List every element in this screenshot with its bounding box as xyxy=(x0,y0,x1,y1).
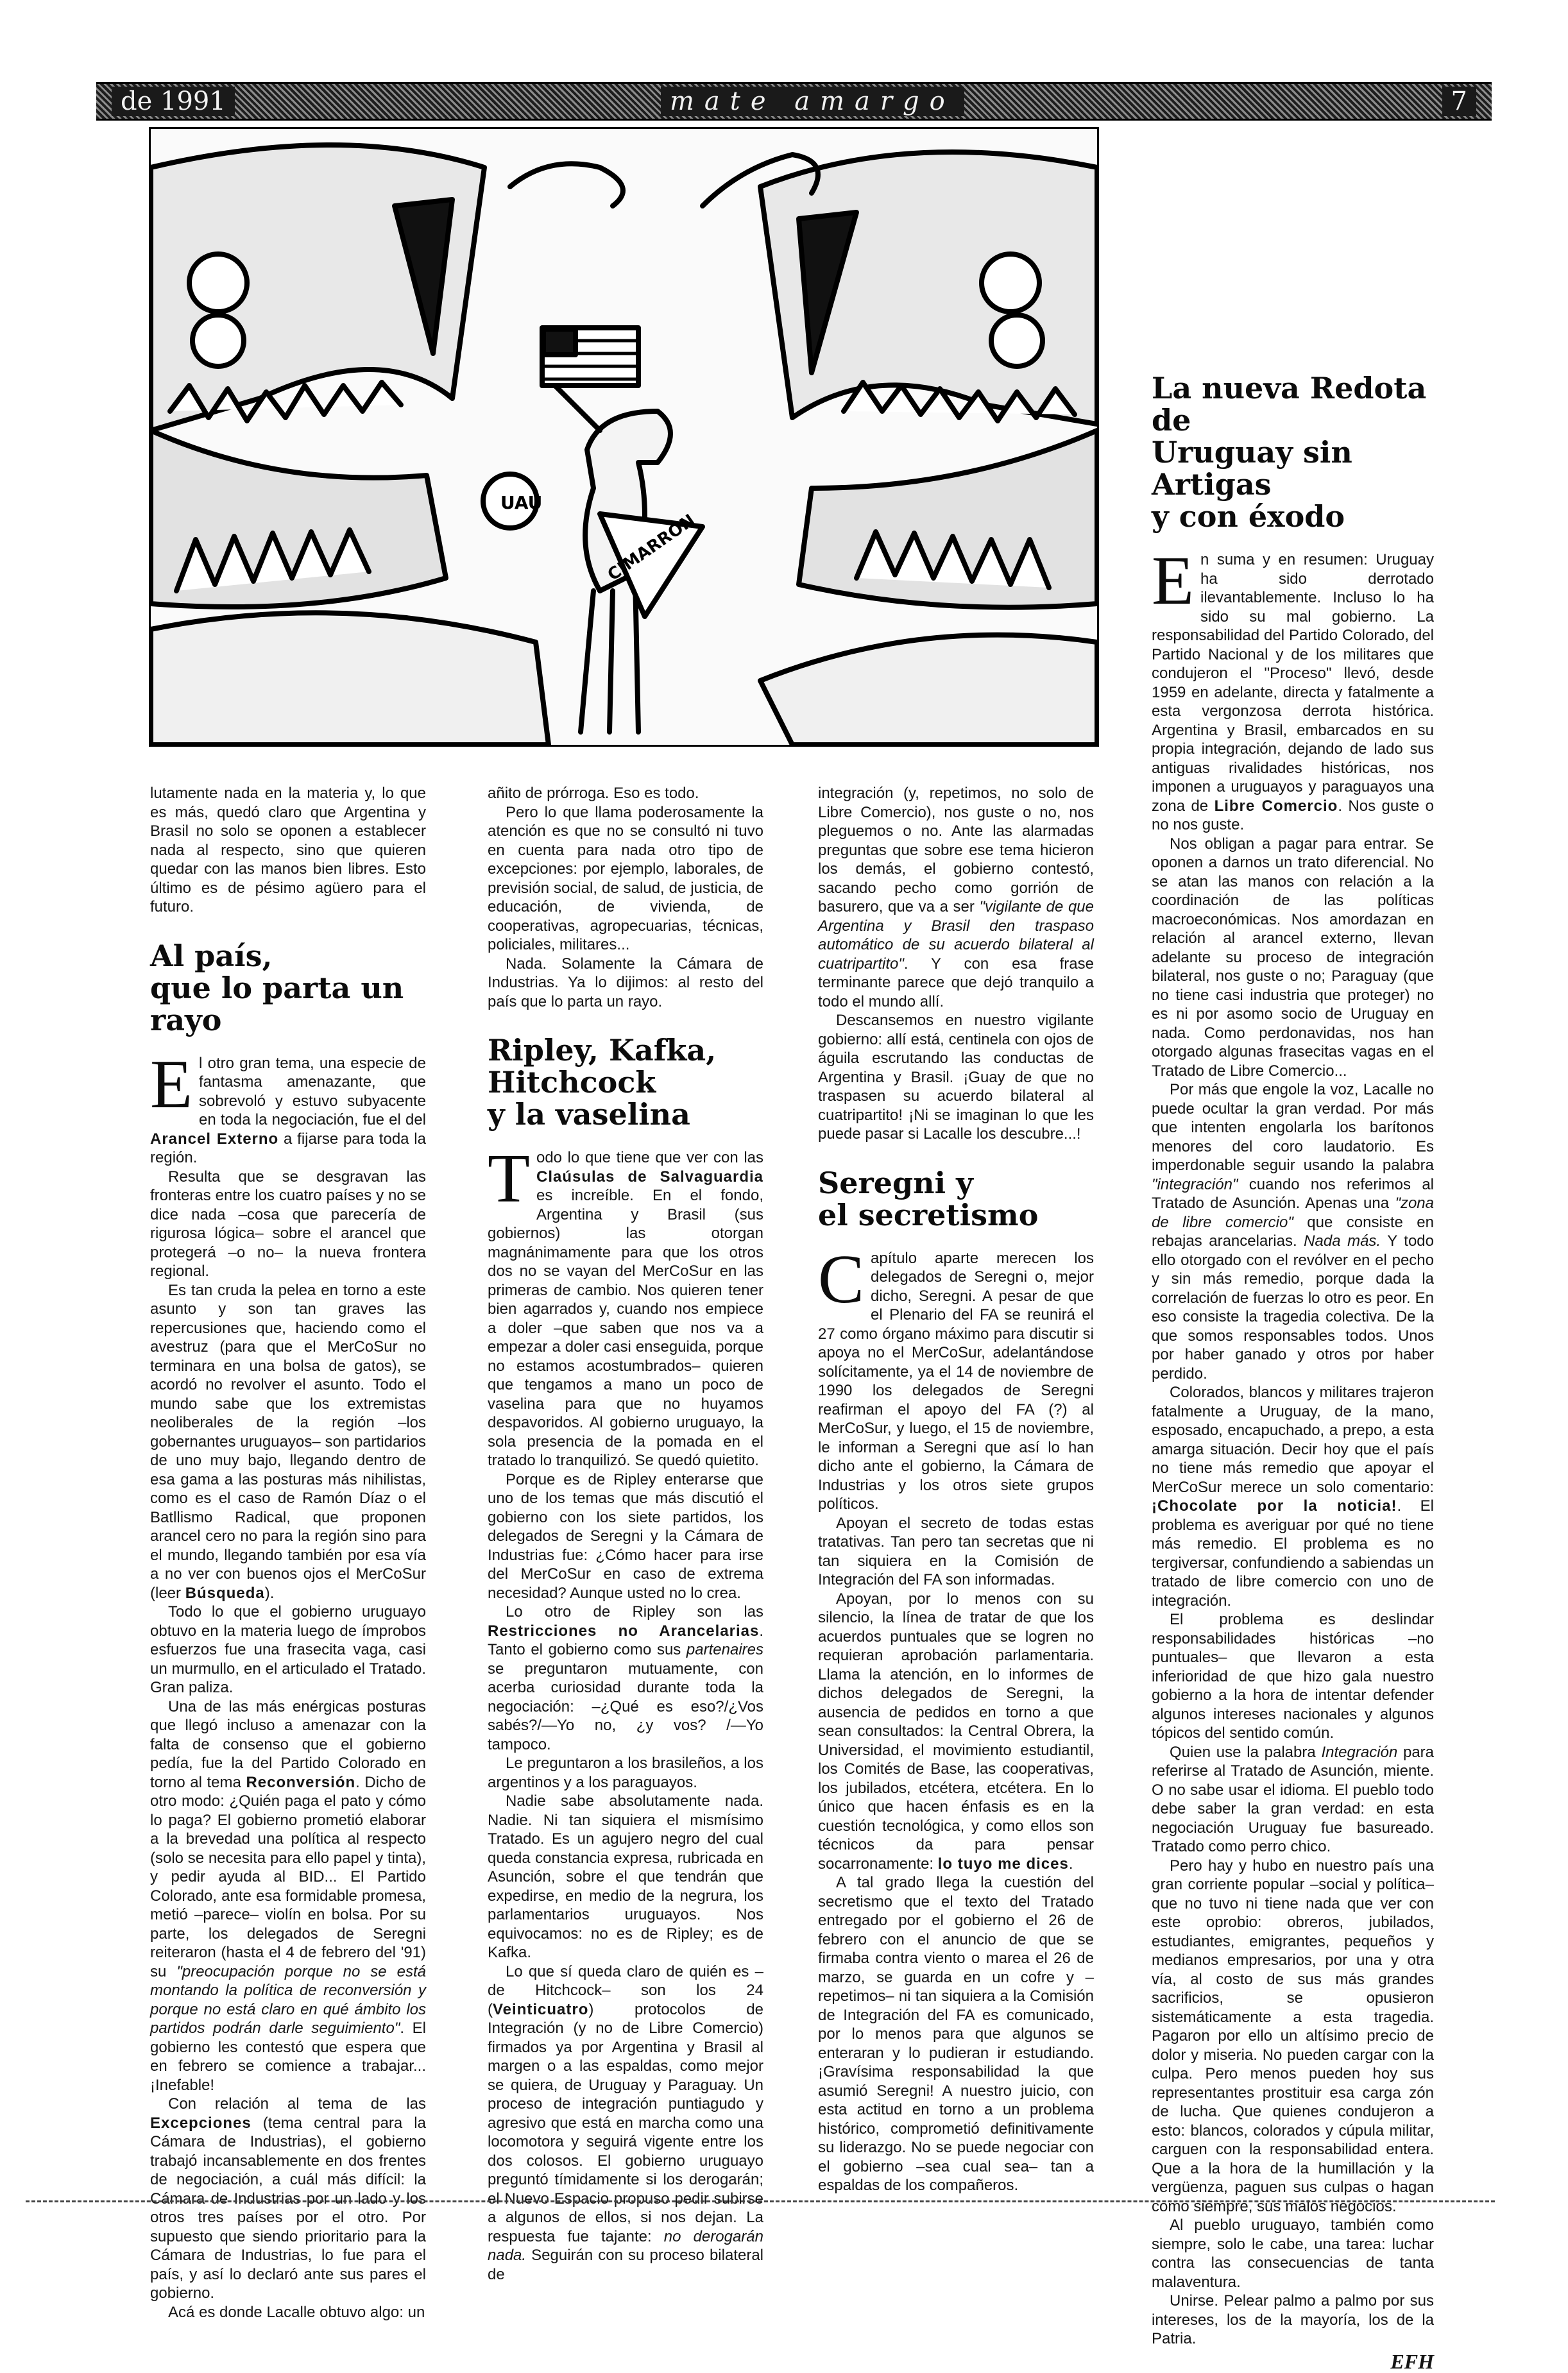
subhead-line: La nueva Redota de xyxy=(1152,371,1427,438)
subhead-al-pais xyxy=(150,940,426,1036)
paragraph: Apoyan, por lo menos con su silencio, la línea de tratar de que los acuerdos puntuales que se logren no requieran aprobación parlamentaria. Llama la atención, en lo informes de dichos delegados de Seregni, la ausencia de pedidos en torno a que sean consultados: la Central Obrera, la Universidad, el movimiento estudiantil, los Comités de Base, las cooperativas, los jubilados, etcétera, etcétera. En lo único que hacen énfasis es en la cuestión tecnológica, y como ellos son técnicos da para pensar socarronamente: lo tuyo me dices. xyxy=(818,1590,1094,1873)
paragraph: Quien use la palabra Integración para referirse al Tratado de Asunción, miente. O no sabe usar el idioma. El pueblo todo debe saber la gran verdad: en esta negociación Uruguay fue basureado. Tratado como perro chico. xyxy=(1152,1743,1434,1855)
paragraph: Nada. Solamente la Cámara de Industrias. Ya lo dijimos: al resto del país que lo parta un rayo. xyxy=(488,955,763,1010)
paragraph: El otro gran tema, una especie de fantasma amenazante, que sobrevoló y estuvo subyacente en toda la negociación, fue el del Arancel Externo a fijarse para toda la región. xyxy=(150,1046,426,1166)
subhead-ripley xyxy=(488,1034,763,1130)
dropcap: T xyxy=(488,1141,530,1217)
author-signature: EFH xyxy=(1390,2349,1434,2373)
quote: partenaires xyxy=(686,1641,763,1658)
term: Libre Comercio xyxy=(1214,797,1338,815)
paragraph: Apoyan el secreto de todas estas tratativas. Tan pero tan secretas que ni tan siquiera en la Comisión de Integración del FA son informadas. xyxy=(818,1514,1094,1588)
paragraph: Nos obligan a pagar para entrar. Se oponen a darnos un trato diferencial. No se atan las manos con relación a la coordinación de las políticas macroeconómicas. Nos amordazan en relación al arancel externo, llevan adelante su proceso de integración bilateral, nos guste o no; Paraguay (que no tiene casi industria que proteger) no es ni por asomo socio de Uruguay en nada. Como perdonavidas, nos han otorgado algunas frasecitas vagas en el Tratado de Libre Comercio... xyxy=(1152,835,1434,1080)
quote: Nada más. xyxy=(1304,1232,1381,1250)
quote: "zona de libre comercio" xyxy=(1152,1195,1434,1231)
dropcap: C xyxy=(818,1241,865,1318)
term: Búsqueda xyxy=(185,1584,265,1602)
paragraph: Lo que sí queda claro de quién es –de Hitchcock– son los 24 (Veinticuatro) protocolos de Integración (y no de Libre Comercio) firmados ya por Argentina y Brasil al margen o a las espaldas, como mejor se quiera, de Uruguay y Paraguay. Un proceso de integración puntiagudo y agresivo que está en marcha como una locomotora y seguirá vigente entre los dos colosos. El gobierno uruguayo preguntó tímidamente si los derogarán; el Nuevo Espacio propuso pedir subirse a algunos de ellos, si nos dejan. La respuesta fue tajante: no derogarán nada. Seguirán con su proceso bilateral de xyxy=(488,1962,763,2283)
cartoon-illustration xyxy=(149,127,1099,747)
paragraph: Por más que engole la voz, Lacalle no puede ocultar la gran verdad. Por más que intenten engolarla los barítonos menores del coro laudatorio. Es imperdonable seguir usando la palabra "integración" cuando nos referimos al Tratado de Asunción. Apenas una "zona de libre comercio" que consiste en rebajas arancelarias. Nada más. Y todo ello otorgado con el revólver en el pecho y sin más remedio, porque dada la correlación de fuerzas lo otro es peor. En eso consiste la tragedia colectiva. De la que somos responsables todos. Unos por haber ganado y otros por haber perdido. xyxy=(1152,1081,1434,1382)
paragraph: añito de prórroga. Eso es todo. xyxy=(488,785,699,802)
paragraph: El problema es deslindar responsabilidades históricas –no puntuales– que llevaron a esta inferioridad de que hizo gala nuestro gobierno a la hora de intentar defender algunos intereses nacionales y algunos tópicos del sentido común. xyxy=(1152,1611,1434,1742)
cartoon-drawing xyxy=(151,129,1097,745)
term: Excepciones xyxy=(150,2114,251,2132)
term: ¡Chocolate por la noticia! xyxy=(1152,1497,1397,1515)
paragraph: A tal grado llega la cuestión del secretismo que el texto del Tratado entregado por el gobierno el 26 de febrero con el anuncio de que se firmaba contra viento o marea el 26 de marzo, se guarda en un cofre y –repetimos– ni tan siquiera a la Comisión de Integración del FA es comunicado, por lo menos para que algunos se enteraran y lo pudieran ir estudiando. ¡Gravísima responsabilidad la que asumió Seregni! A nuestro juicio, con esta actitud en torno a un problema histórico, comprometió definitivamente su liderazgo. No se puede negociar con el gobierno –sea cual sea– tan a espaldas de los compañeros. xyxy=(818,1874,1094,2194)
term: Reconversión xyxy=(246,1773,356,1791)
paragraph: Le preguntaron a los brasileños, a los argentinos y a los paraguayos. xyxy=(488,1755,763,1791)
subhead-line: Al país, xyxy=(150,938,273,973)
subhead-line: Ripley, Kafka, xyxy=(488,1033,717,1067)
paragraph: En suma y en resumen: Uruguay ha sido derrotado ilevantablemente. Incluso lo ha sido su mal gobierno. La responsabilidad del Partido Colorado, del Partido Nacional y de los militares que condujeron el "Proceso" llevó, desde 1959 en adelante, directa y fatalmente a esta vergonzosa derrota histórica. Argentina y Brasil, embarcados en su propia integración, dejando de lado sus antiguas rivalidades históricas, nos imponen a uruguayos y paraguayos una zona de Libre Comercio. Nos guste o no nos guste. xyxy=(1152,543,1434,833)
publication-name: mate amargo xyxy=(661,87,964,116)
dropcap: E xyxy=(1152,543,1194,619)
paragraph: Acá es donde Lacalle obtuvo algo: un xyxy=(168,2303,425,2321)
paragraph: Unirse. Pelear palmo a palmo por sus intereses, los de la mayoría, los de la Patria. xyxy=(1152,2292,1434,2347)
paragraph: lutamente nada en la materia y, lo que es más, quedó claro que Argentina y Brasil no solo se oponen a establecer nada al respecto, sino que quieren quedar con las manos bien libres. Esto último es de pésimo agüero para el futuro. xyxy=(150,785,426,915)
paragraph: Al pueblo uruguayo, también como siempre, solo le cabe, una tarea: luchar contra las consecuencias de tanta malaventura. xyxy=(1152,2216,1434,2291)
paragraph: integración (y, repetimos, no solo de Libre Comercio), nos guste o no, nos pleguemos o no. Ante las alarmadas preguntas que sobre ese tema hicieron los demás, el gobierno contestó, sacando pecho como gorrión de basurero, que va a ser "vigilante de que Argentina y Brasil den traspaso automático de su acuerdo bilateral al cuatripartito". Y con esa frase terminante parece que dejó tranquilo a todo el mundo allí. xyxy=(818,785,1094,1010)
article-column-1 xyxy=(150,784,426,2322)
quote: no derogarán nada. xyxy=(488,2227,763,2264)
subhead-line: Uruguay sin Artigas xyxy=(1152,435,1352,502)
paragraph: Pero lo que llama poderosamente la atención es que no se consultó ni tuvo en cuenta para nada otro tipo de excepciones: por ejemplo, laborales, de previsión social, de salud, de justicia, de educación, de vivienda, de cooperativas, agropecuarias, técnicas, policiales, militares... xyxy=(488,803,763,953)
quote: Integración xyxy=(1321,1743,1398,1761)
paragraph: Nadie sabe absolutamente nada. Nadie. Ni tan siquiera el mismísimo Tratado. Es un agujero negro del cual queda constancia expresa, rubricada en Asunción, sobre el que tendrán que expedirse, en medio de la negrura, los parlamentarios uruguayos. Nos equivocamos: no es de Ripley; es de Kafka. xyxy=(488,1792,763,1961)
term: Restricciones no Arancelarias xyxy=(488,1622,760,1640)
paragraph: Descansemos en nuestro vigilante gobierno: allí está, centinela con ojos de águila escrutando las conductas de Argentina y Brasil. ¡Guay de que no traspasen su acuerdo bilateral al cuatripartito! ¡Ni se imaginan lo que les puede pasar si Lacalle los descubre...! xyxy=(818,1012,1094,1143)
paragraph: Pero hay y hubo en nuestro país una gran corriente popular –social y política– que no tuvo ni tiene nada que ver con este oprobio: obreros, jubilados, estudiantes, emigrantes, pequeños y medianos empresarios, por una y otra vía, al costo de sus más grandes sacrificios, se opusieron sistemáticamente a esta tragedia. Pagaron por ello un altísimo precio de dolor y miseria. No pueden cargar con la culpa. Pero menos pueden hoy sus representantes prostituir esa carga zón de lucha. Que quienes condujeron a esto: blancos, colorados y cúpula militar, carguen con la responsabilidad entera. Que a la hora de la humillación y la vergüenza, paguen sus culpas o hagan como siempre, sus malos negocios. xyxy=(1152,1857,1434,2215)
subhead-line: el secretismo xyxy=(818,1197,1039,1232)
article-column-4 xyxy=(1152,372,1434,2371)
paragraph: Todo lo que el gobierno uruguayo obtuvo en la materia luego de ímprobos esfuerzos fue una frasecita vaga, casi un murmullo, en el articulado el Tratado. Gran paliza. xyxy=(150,1603,426,1696)
article-column-3 xyxy=(818,784,1094,2195)
quote: "integración" xyxy=(1152,1175,1238,1193)
paragraph: Una de las más enérgicas posturas que llegó incluso a amenazar con la falta de consenso que el gobierno pedía, fue la del Partido Colorado en torno al tema Reconversión. Dicho de otro modo: ¿Quién paga el pato y cómo lo paga? El gobierno prometió elaborar a la brevedad una política al respecto (solo se necesita para ello papel y tinta), y pedir ayuda al BID... El Partido Colorado, ante esa formidable promesa, metió –parece– violín en bolsa. Por su parte, los delegados de Seregni reiteraron (hasta el 4 de febrero del '91) su "preocupación porque no se está montando la política de reconversión y porque no está claro en qué ámbito los partidos podrán darle seguimiento". El gobierno les contestó que espera que en febrero se comience a trabajar... ¡Inefable! xyxy=(150,1697,427,2094)
subhead-seregni xyxy=(818,1167,1094,1231)
term: lo tuyo me dices xyxy=(937,1855,1069,1873)
subhead-line: Hitchcock xyxy=(488,1065,656,1100)
term: Arancel Externo xyxy=(150,1130,279,1148)
quote: "vigilante de que Argentina y Brasil den traspaso automático de su acuerdo bilateral al cuatripartito" xyxy=(818,898,1094,973)
collar-text: CIMARRÓN xyxy=(604,511,699,585)
page-bottom-rule xyxy=(26,2200,1495,2202)
bubble-text: UAU xyxy=(500,492,543,513)
term: Claúsulas de Salvaguardia xyxy=(536,1168,763,1186)
paragraph: Capítulo aparte merecen los delegados de Seregni o, mejor dicho, Seregni. A pesar de que el Plenario del FA se reunirá el 27 como órgano máximo para discutir si apoya no el MerCoSur, adelantándose solícitamente, ya el 14 de noviembre de 1990 los delegados de Seregni reafirman el apoyo del FA (?) al MerCoSur, y luego, el 15 de noviembre, le informan a Seregni que así lo han dicho ante el gobierno, la Cámara de Industrias y los otros siete grupos políticos. xyxy=(818,1241,1094,1513)
paragraph: Es tan cruda la pelea en torno a este asunto y son tan graves las repercusiones que, haciendo como el avestruz (para que el MerCoSur no terminara en una bolsa de gatos), se acordó no revolver el asunto. Todo el mundo sabe que los extremistas neoliberales de la región –los gobernantes uruguayos– son partidarios de uno muy bajo, llegando dentro de esa gama a las posturas más nihilistas, como es el caso de Ramón Díaz o el Batllismo Radical, que proponen arancel cero no para la región sino para el mundo, llegando también por esa vía a no ver con buenos ojos el MerCoSur (leer Búsqueda). xyxy=(150,1281,426,1602)
subhead-line: Seregni y xyxy=(818,1165,973,1200)
paragraph: Porque es de Ripley enterarse que uno de los temas que más discutió el gobierno con los siete partidos, los delegados de Seregni y la Cámara de Industrias fue: ¿Cómo hacer para irse del MerCoSur en caso de extrema necesidad? Aunque usted no lo crea. xyxy=(488,1470,763,1602)
paragraph: Resulta que se desgravan las fronteras entre los cuatro países y no se dice nada –cosa que parecería de rigurosa lógica– sobre el arancel que protegerá –o no– la nueva frontera regional. xyxy=(150,1168,426,1280)
paragraph: Con relación al tema de las Excepciones (tema central para la Cámara de Industrias), el gobierno trabajó incansablemente en dos frentes de negociación, a cuál más difícil: la Cámara de Industrias por un lado y los otros tres países por el otro. Por supuesto que siendo prioritario para la Cámara de Industrias, lo fue para el país, y así lo declaró ante sus pares el gobierno. xyxy=(150,2095,426,2302)
subhead-line: y con éxodo xyxy=(1152,499,1345,534)
article-column-2 xyxy=(488,784,763,2284)
masthead-bar xyxy=(96,82,1492,121)
subhead-line: que lo parta un rayo xyxy=(150,970,404,1037)
paragraph: Colorados, blancos y militares trajeron fatalmente a Uruguay, de la mano, esposado, encapuchado, a prepo, a esta amarga situación. Decir hoy que el país no tiene más remedio que apoyar el MerCoSur merece un solo comentario: ¡Chocolate por la noticia!. El problema es averiguar por qué no tiene más remedio. El problema es no tergiversar, confundiendo a sabiendas un tratado de libre comercio con uno de integración. xyxy=(1152,1384,1434,1610)
term: Veinticuatro xyxy=(493,2000,589,2018)
quote: "preocupación porque no se está montando la política de reconversión y porque no está claro en qué ámbito los partidos podrán darle seguimiento" xyxy=(150,1962,426,2037)
subhead-line: y la vaselina xyxy=(488,1097,690,1132)
paragraph: Todo lo que tiene que ver con las Claúsulas de Salvaguardia es increíble. En el fondo, Argentina y Brasil (sus gobiernos) las otorgan magnánimamente para que los otros dos no se vayan del MerCoSur en las primeras de cambio. Nos quieren tener bien agarrados y, cuando nos empiece a doler –que saben que nos va a empezar a doler casi enseguida, porque no estamos acostumbrados– quieren que tengamos a mano un poco de vaselina para que no huyamos despavoridos. Al gobierno uruguayo, la sola presencia de la pomada en el tratado lo tranquilizó. Se quedó quietito. xyxy=(488,1141,763,1469)
paragraph: Lo otro de Ripley son las Restricciones no Arancelarias. Tanto el gobierno como sus partenaires se preguntaron mutuamente, con acerba curiosidad durante toda la negociación: –¿Qué es eso?/¿Vos sabés?/—Yo no, ¿y vos? /—Yo tampoco. xyxy=(488,1603,763,1753)
page-number: 7 xyxy=(1442,87,1476,116)
dropcap: E xyxy=(150,1046,192,1123)
issue-date: de 1991 xyxy=(112,87,235,116)
subhead-nueva-redota xyxy=(1152,372,1434,532)
